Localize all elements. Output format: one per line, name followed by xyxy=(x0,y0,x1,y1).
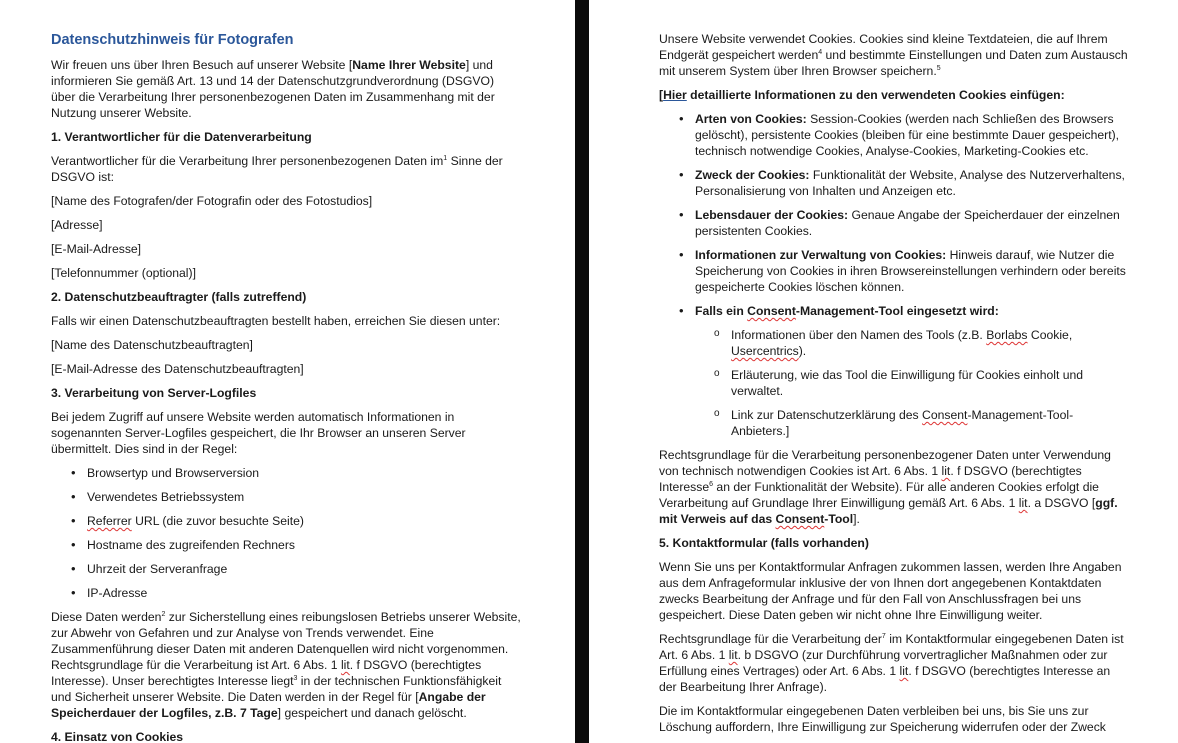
text-span: Link zur Datenschutzerklärung des xyxy=(731,408,923,422)
list-item-label: Lebensdauer der Cookies: xyxy=(695,208,849,222)
footnote-ref-1[interactable]: 1 xyxy=(443,154,448,162)
controller-address: [Adresse] xyxy=(51,218,103,232)
footnote-ref-5[interactable]: 5 xyxy=(936,64,941,72)
controller-name: [Name des Fotografen/der Fotografin oder des Fotostudios] xyxy=(51,194,373,208)
text-span: -Management-Tool-Anbieters.] xyxy=(731,408,1074,438)
section-2-paragraph: Falls wir einen Datenschutzbeauftragten bestellt haben, erreichen Sie diesen unter: xyxy=(51,314,501,328)
page-divider xyxy=(575,0,589,743)
section-5-heading: 5. Kontaktformular (falls vorhanden) xyxy=(659,536,869,550)
section-2-heading: 2. Datenschutzbeauftragter (falls zutreffend) xyxy=(51,290,307,304)
cookie-details-list xyxy=(659,111,1129,439)
list-item xyxy=(51,513,521,529)
intro-paragraph xyxy=(51,57,521,121)
section-5-paragraph-2 xyxy=(659,631,1129,695)
text-span: Rechtsgrundlage für die Verarbeitung der xyxy=(659,632,882,646)
text-span: zur Sicherstellung eines reibungslosen Betriebs unserer Website, zur Abwehr von Gefahren und zur Analyse von Trends verwendet. Eine Zusammenführung dieser Daten mit anderen Datenquellen wird nicht vorgenommen. Rechtsgrundlage für die Verarbeitung ist Art. 6 Abs. 1 xyxy=(51,610,521,672)
list-item-text: URL (die zuvor besuchte Seite) xyxy=(131,514,304,528)
text-span: ). xyxy=(798,344,807,358)
spellcheck-word[interactable]: lit xyxy=(1018,496,1028,510)
text-span: detaillierte Informationen zu den verwendeten Cookies einfügen: xyxy=(686,88,1065,102)
logfile-retention-placeholder: Angabe der Speicherdauer der Logfiles, z.B. 7 Tage xyxy=(51,690,486,720)
intro-website-placeholder: Name Ihrer Website xyxy=(352,58,466,72)
bold-text: -Tool xyxy=(824,512,854,526)
list-item-text: Hinweis darauf, wie Nutzer die Speicherung von Cookies in ihren Browsereinstellungen verhindern oder bereits gespeicherte Cookies löschen können. xyxy=(695,248,1126,294)
list-item-label: -Management-Tool eingesetzt wird: xyxy=(795,304,999,318)
section-1-heading: 1. Verantwortlicher für die Datenverarbeitung xyxy=(51,130,312,144)
spellcheck-word[interactable]: Borlabs xyxy=(986,328,1028,342)
section-3-paragraph: Bei jedem Zugriff auf unsere Website werden automatisch Informationen in sogenannten Server-Logfiles gespeichert, die Ihr Browser an unseren Server übermittelt. Dies sind in der Regel: xyxy=(51,410,466,456)
spellcheck-word[interactable]: Referrer xyxy=(87,514,132,528)
list-item-text: Genaue Angabe der Speicherdauer der einzelnen persistenten Cookies. xyxy=(695,208,1120,238)
text-cursor-word[interactable]: Hier xyxy=(663,88,687,102)
sublist-item xyxy=(695,327,1129,359)
list-item: • IP-Adresse xyxy=(51,585,521,601)
text-span: ]. xyxy=(853,512,860,526)
spellcheck-word[interactable]: lit xyxy=(899,664,909,678)
text-span: [ xyxy=(659,88,664,102)
text-span: . f DSGVO (berechtigtes Interesse an der Bearbeitung Ihrer Anfrage). xyxy=(659,664,1111,694)
text-span: . b DSGVO (zur Durchführung vorvertraglicher Maßnahmen oder zur Erfüllung eines Vertrages) oder Art. 6 Abs. 1 xyxy=(659,648,1108,678)
cookies-intro-paragraph xyxy=(659,31,1129,79)
spellcheck-word[interactable]: Consent xyxy=(922,408,968,422)
section-5-paragraph-3: Die im Kontaktformular eingegebenen Daten verbleiben bei uns, bis Sie uns zur Löschung auffordern, Ihre Einwilligung zur Speicherung widerrufen oder der Zweck xyxy=(659,704,1106,734)
footnote-ref-3[interactable]: 3 xyxy=(293,674,298,682)
list-item-text: Funktionalität der Website, Analyse des Nutzerverhaltens, Personalisierung von Inhalten und Anzeigen etc. xyxy=(695,168,1125,198)
list-item xyxy=(659,247,1129,295)
intro-text-a: Wir freuen uns über Ihren Besuch auf unserer Website [ xyxy=(51,58,353,72)
list-item-label: Zweck der Cookies: xyxy=(695,168,810,182)
list-item-label: Informationen zur Verwaltung von Cookies: xyxy=(695,248,947,262)
sublist-item: o Erläuterung, wie das Tool die Einwilligung für Cookies einholt und verwaltet. xyxy=(695,367,1129,399)
text-span: Diese Daten werden xyxy=(51,610,162,624)
spellcheck-word[interactable]: Usercentrics xyxy=(731,344,799,358)
document-page-right xyxy=(589,0,1178,743)
text-span: und bestimmte Einstellungen und Daten zum Austausch mit unserem System über Ihren Browser speichern. xyxy=(659,48,1128,78)
spellcheck-word[interactable]: lit xyxy=(340,658,350,672)
list-item: • Hostname des zugreifenden Rechners xyxy=(51,537,521,553)
list-item-label: Falls ein xyxy=(695,304,748,318)
intro-text-c: ] und informieren Sie gemäß Art. 13 und 14 der Datenschutzgrundverordnung (DSGVO) über die Verarbeitung Ihrer personenbezogenen Daten im Zusammenhang mit der Nutzung unserer Website. xyxy=(51,58,495,120)
section-4-heading: 4. Einsatz von Cookies xyxy=(51,730,184,743)
controller-email: [E-Mail-Adresse] xyxy=(51,242,142,256)
footnote-ref-6[interactable]: 6 xyxy=(709,480,714,488)
cookies-legal-basis-paragraph xyxy=(659,447,1129,527)
spellcheck-word[interactable]: lit xyxy=(941,464,951,478)
text-span: im Kontaktformular eingegebenen Daten ist Art. 6 Abs. 1 xyxy=(659,632,1124,662)
logfile-data-list xyxy=(51,465,521,601)
section-1-paragraph xyxy=(51,153,521,185)
dpo-email: [E-Mail-Adresse des Datenschutzbeauftragten] xyxy=(51,362,304,376)
text-span: . a DSGVO [ xyxy=(1027,496,1096,510)
list-item xyxy=(659,167,1129,199)
text-span: Informationen über den Namen des Tools (z.B. xyxy=(731,328,987,342)
text-span: Rechtsgrundlage für die Verarbeitung personenbezogener Daten unter Verwendung von technisch notwendigen Cookies ist Art. 6 Abs. 1 xyxy=(659,448,1111,478)
text-span: Cookie, xyxy=(1027,328,1073,342)
text-span: . f DSGVO (berechtigtes Interesse). Unser berechtigtes Interesse liegt xyxy=(51,658,482,688)
footnote-ref-4[interactable]: 4 xyxy=(818,48,823,56)
spellcheck-word[interactable]: Consent xyxy=(747,304,796,318)
section-1-text-b: Sinne der DSGVO ist: xyxy=(51,154,503,184)
document-page-left xyxy=(0,0,575,743)
sublist-item xyxy=(695,407,1129,439)
list-item: • Uhrzeit der Serveranfrage xyxy=(51,561,521,577)
text-span: in der technischen Funktionsfähigkeit und Sicherheit unserer Website. Die Daten werden in der Regel für [ xyxy=(51,674,502,704)
list-item xyxy=(659,207,1129,239)
spellcheck-word[interactable]: lit xyxy=(728,648,738,662)
list-item xyxy=(659,303,1129,439)
section-3-paragraph-2 xyxy=(51,609,521,721)
text-span: Unsere Website verwendet Cookies. Cookies sind kleine Textdateien, die auf Ihrem Endgerät gespeichert werden xyxy=(659,32,1108,62)
document-title: Datenschutzhinweis für Fotografen xyxy=(51,32,294,48)
spellcheck-word[interactable]: Consent xyxy=(775,512,825,526)
list-item: • Browsertyp und Browserversion xyxy=(51,465,521,481)
text-span: an der Funktionalität der Website). Für alle anderen Cookies erfolgt die Verarbeitung auf Grundlage Ihrer Einwilligung gemäß Art. 6 Abs. 1 xyxy=(659,480,1099,510)
consent-tool-sublist xyxy=(695,327,1129,439)
footnote-ref-2[interactable]: 2 xyxy=(161,610,166,618)
footnote-ref-7[interactable]: 7 xyxy=(881,632,886,640)
text-span: . f DSGVO (berechtigtes Interesse xyxy=(659,464,1082,494)
list-item: • Verwendetes Betriebssystem xyxy=(51,489,521,505)
list-item xyxy=(659,111,1129,159)
section-3-heading: 3. Verarbeitung von Server-Logfiles xyxy=(51,386,257,400)
page-right-content xyxy=(659,31,1129,743)
list-item-text: Session-Cookies (werden nach Schließen des Browsers gelöscht), persistente Cookies (bleiben für eine bestimmte Dauer gespeichert), technisch notwendige Cookies, Analyse-Cookies, Marketing-Cookies etc. xyxy=(695,112,1120,158)
dpo-name: [Name des Datenschutzbeauftragten] xyxy=(51,338,253,352)
cookies-insert-instruction xyxy=(659,87,1129,103)
section-5-paragraph-1: Wenn Sie uns per Kontaktformular Anfragen zukommen lassen, werden Ihre Angaben aus dem Anfrageformular inklusive der von Ihnen dort angegebenen Kontaktdaten zwecks Bearbeitung der Anfrage und für den Fall von Anschlussfragen bei uns gespeichert. Diese Daten geben wir nicht ohne Ihre Einwilligung weiter. xyxy=(659,560,1122,622)
text-span: ] gespeichert und danach gelöscht. xyxy=(277,706,467,720)
controller-phone: [Telefonnummer (optional)] xyxy=(51,266,196,280)
list-item-label: Arten von Cookies: xyxy=(695,112,807,126)
page-left-content xyxy=(51,31,521,743)
bold-text: ggf. mit Verweis auf das xyxy=(659,496,1118,526)
section-1-text-a: Verantwortlicher für die Verarbeitung Ihrer personenbezogenen Daten im xyxy=(51,154,444,168)
